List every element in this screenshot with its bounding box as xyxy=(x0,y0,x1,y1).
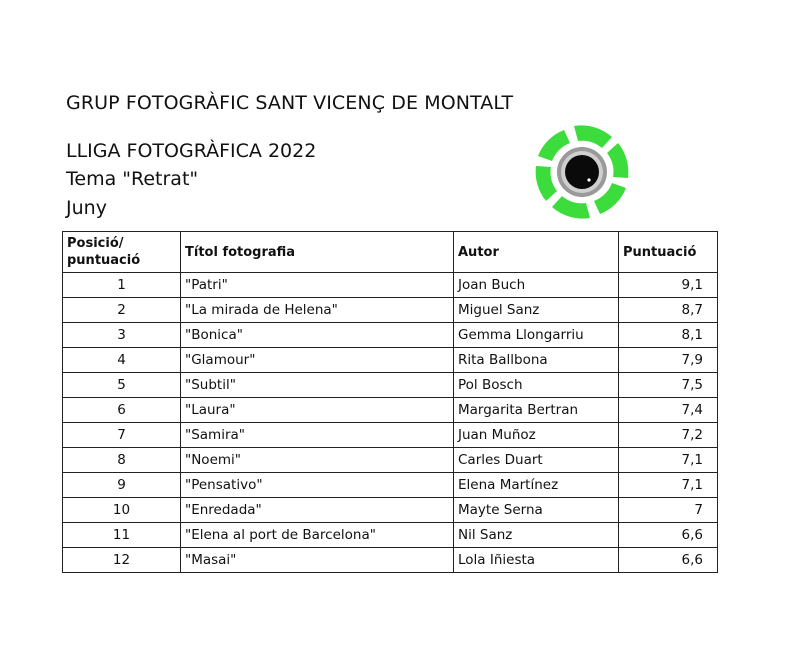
cell-score: 7,1 xyxy=(619,448,718,473)
header-title: Títol fotografia xyxy=(181,232,454,273)
camera-lens-aperture-icon xyxy=(527,124,637,220)
cell-author: Miguel Sanz xyxy=(454,298,619,323)
cell-author: Lola Iñiesta xyxy=(454,548,619,573)
cell-score: 7,2 xyxy=(619,423,718,448)
league-title: LLIGA FOTOGRÀFICA 2022 xyxy=(66,140,317,162)
cell-position: 4 xyxy=(63,348,181,373)
header-author: Autor xyxy=(454,232,619,273)
table-row xyxy=(63,348,718,373)
cell-position: 8 xyxy=(63,448,181,473)
cell-author: Margarita Bertran xyxy=(454,398,619,423)
cell-position: 7 xyxy=(63,423,181,448)
cell-score: 8,1 xyxy=(619,323,718,348)
cell-position: 9 xyxy=(63,473,181,498)
cell-author: Gemma Llongarriu xyxy=(454,323,619,348)
cell-author: Juan Muñoz xyxy=(454,423,619,448)
table-row xyxy=(63,548,718,573)
cell-position: 2 xyxy=(63,298,181,323)
cell-title: "Enredada" xyxy=(181,498,454,523)
cell-score: 7,1 xyxy=(619,473,718,498)
cell-author: Mayte Serna xyxy=(454,498,619,523)
theme-label: Tema "Retrat" xyxy=(66,168,199,190)
table-row xyxy=(63,498,718,523)
cell-title: "Pensativo" xyxy=(181,473,454,498)
table-row xyxy=(63,323,718,348)
header-position: Posició/ puntuació xyxy=(63,232,181,273)
table-row xyxy=(63,473,718,498)
table-header-row xyxy=(63,232,718,273)
cell-title: "Patri" xyxy=(181,273,454,298)
table-row xyxy=(63,398,718,423)
cell-score: 7,4 xyxy=(619,398,718,423)
header-score: Puntuació xyxy=(619,232,718,273)
cell-author: Pol Bosch xyxy=(454,373,619,398)
cell-title: "Noemi" xyxy=(181,448,454,473)
cell-score: 7,5 xyxy=(619,373,718,398)
cell-title: "Subtil" xyxy=(181,373,454,398)
table-row xyxy=(63,423,718,448)
cell-title: "Glamour" xyxy=(181,348,454,373)
cell-title: "Samira" xyxy=(181,423,454,448)
cell-title: "Elena al port de Barcelona" xyxy=(181,523,454,548)
cell-score: 7 xyxy=(619,498,718,523)
results-table xyxy=(62,231,718,573)
cell-position: 11 xyxy=(63,523,181,548)
cell-position: 6 xyxy=(63,398,181,423)
cell-author: Nil Sanz xyxy=(454,523,619,548)
table-row xyxy=(63,273,718,298)
cell-title: "Laura" xyxy=(181,398,454,423)
cell-author: Rita Ballbona xyxy=(454,348,619,373)
cell-position: 10 xyxy=(63,498,181,523)
cell-author: Carles Duart xyxy=(454,448,619,473)
table-row xyxy=(63,298,718,323)
cell-title: "La mirada de Helena" xyxy=(181,298,454,323)
cell-position: 5 xyxy=(63,373,181,398)
cell-author: Elena Martínez xyxy=(454,473,619,498)
table-row xyxy=(63,373,718,398)
organization-title: GRUP FOTOGRÀFIC SANT VICENÇ DE MONTALT xyxy=(66,92,514,114)
cell-score: 6,6 xyxy=(619,523,718,548)
cell-position: 12 xyxy=(63,548,181,573)
cell-author: Joan Buch xyxy=(454,273,619,298)
month-label: Juny xyxy=(66,197,107,219)
cell-position: 3 xyxy=(63,323,181,348)
cell-score: 7,9 xyxy=(619,348,718,373)
cell-position: 1 xyxy=(63,273,181,298)
cell-score: 8,7 xyxy=(619,298,718,323)
table-row xyxy=(63,448,718,473)
cell-title: "Masai" xyxy=(181,548,454,573)
cell-score: 6,6 xyxy=(619,548,718,573)
cell-score: 9,1 xyxy=(619,273,718,298)
table-row xyxy=(63,523,718,548)
cell-title: "Bonica" xyxy=(181,323,454,348)
